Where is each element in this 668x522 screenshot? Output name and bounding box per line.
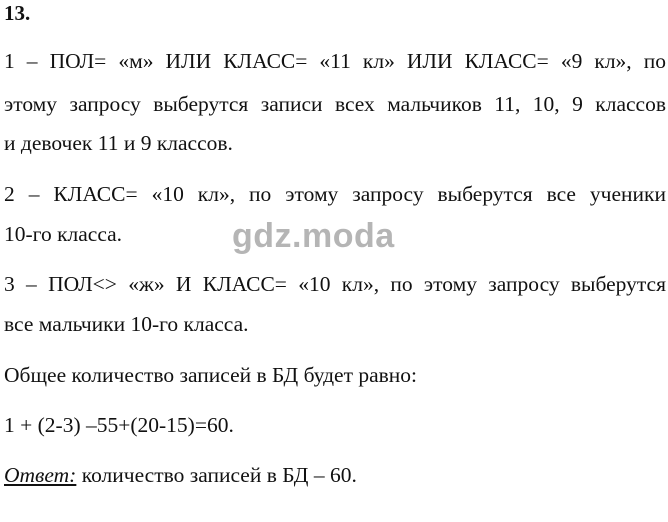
paragraph-1-line-3: и девочек 11 и 9 классов. [4,131,233,155]
paragraph-2-line-2: 10-го класса. [4,222,123,246]
answer-label: Ответ: [4,463,77,487]
paragraph-4-line-1: Общее количество записей в БД будет равно: [4,363,418,387]
watermark: gdz.moda [232,217,395,255]
paragraph-3-line-1: 3 – ПОЛ<> «ж» И КЛАСС= «10 кл», по этому запросу выберутся [4,272,666,296]
answer-line [4,462,357,488]
paragraph-1-line-1: 1 – ПОЛ= «м» ИЛИ КЛАСС= «11 кл» ИЛИ КЛАСС= «9 кл», по [4,49,666,73]
paragraph-1-line-2: этому запросу выберутся записи всех мальчиков 11, 10, 9 классов [4,92,666,116]
task-number: 13. [4,1,31,25]
paragraph-3-line-2: все мальчики 10-го класса. [4,312,249,336]
calculation-line: 1 + (2-3) –55+(20-15)=60. [4,413,234,437]
paragraph-2-line-1: 2 – КЛАСС= «10 кл», по этому запросу выберутся все ученики [4,182,666,206]
answer-text: количество записей в БД – 60. [76,463,357,487]
